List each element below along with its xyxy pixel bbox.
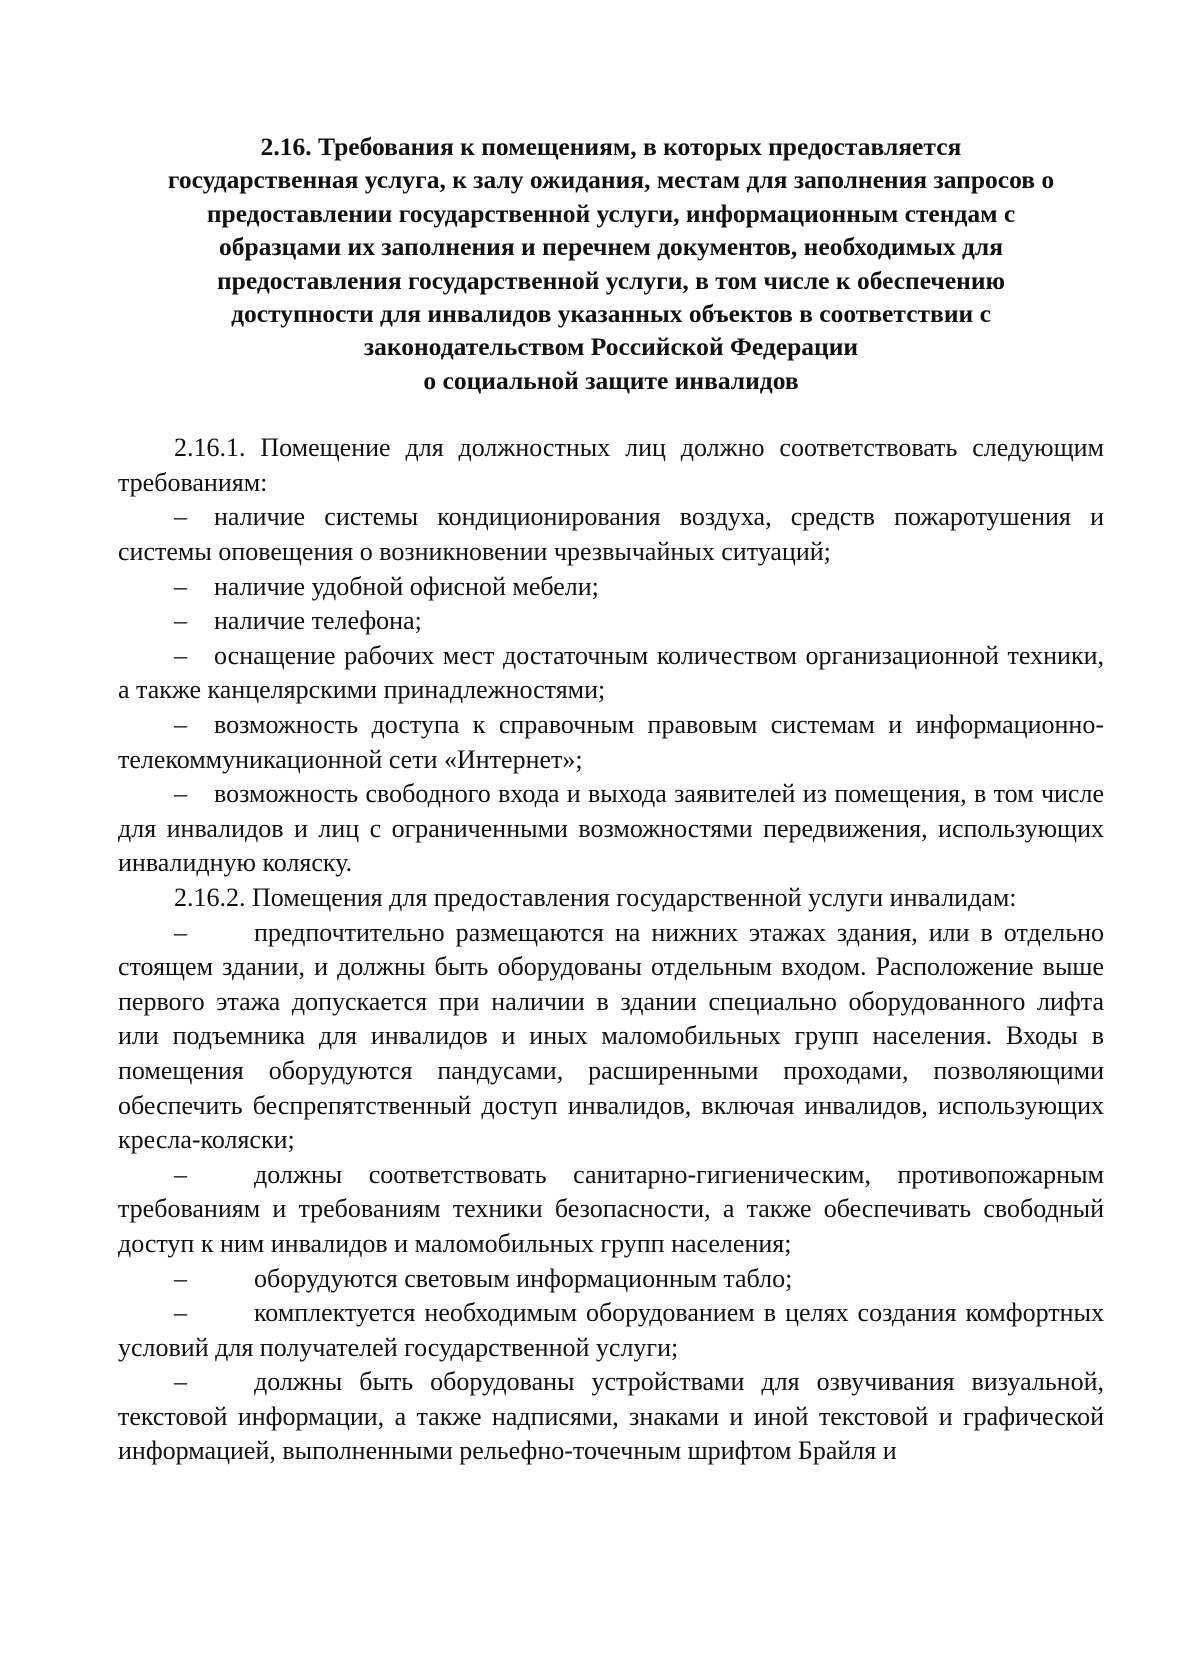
list-item-text: наличие телефона; [214, 606, 422, 636]
list-item [118, 708, 1104, 777]
paragraph-2-16-1: 2.16.1. Помещение для должностных лиц должно соответствовать следующим требованиям: [118, 433, 1104, 497]
dash-marker: – [174, 640, 187, 670]
dash-marker: – [174, 779, 187, 809]
dash-marker: – [174, 571, 187, 601]
list-item-text: должны быть оборудованы устройствами для озвучивания визуальной, текстовой информации, а также надписями, знаками и иной текстовой и графической информацией, выполненными рельефно-точечным шрифтом Брайля и [118, 1367, 1104, 1466]
paragraph-2-16-2: 2.16.2. Помещения для предоставления государственной услуги инвалидам: [174, 882, 1017, 912]
list-item-text: должны соответствовать санитарно-гигиеническим, противопожарным требованиям и требованиям техники безопасности, а также обеспечивать свободный доступ к ним инвалидов и маломобильных групп населения; [118, 1159, 1104, 1258]
heading-line: предоставления государственной услуги, в том числе к обеспечению [216, 265, 1006, 295]
heading-line: предоставлении государственной услуги, информационным стендам с [206, 198, 1016, 228]
list-item-text: наличие удобной офисной мебели; [214, 571, 599, 601]
list-item [118, 1365, 1104, 1469]
list-item-text: оснащение рабочих мест достаточным количеством организационной техники, а также канцелярскими принадлежностями; [118, 640, 1104, 705]
document-body [118, 431, 1104, 1469]
list-item-text: оборудуются световым информационным табло; [254, 1263, 793, 1293]
heading-line: государственная услуга, к залу ожидания, местам для заполнения запросов о [167, 165, 1055, 195]
dash-marker: – [174, 1159, 187, 1189]
heading-line: законодательством Российской Федерации [363, 332, 859, 362]
dash-marker: – [174, 710, 187, 739]
list-item [118, 604, 1104, 639]
list-item [118, 500, 1104, 569]
list-item [118, 1262, 1104, 1297]
list-item-text: возможность свободного входа и выхода заявителей из помещения, в том числе для инвалидов и лиц с ограниченными возможностями передвижения, использующих инвалидную коляску. [118, 779, 1104, 878]
list-item-text: возможность доступа к справочным правовым системам и информационно-телекоммуникационной сети «Интернет»; [118, 710, 1104, 774]
dash-marker: – [174, 1367, 187, 1397]
heading-line: о социальной защите инвалидов [423, 365, 799, 395]
list-item [118, 639, 1104, 708]
dash-marker: – [174, 1298, 187, 1328]
heading-line: доступности для инвалидов указанных объектов в соответствии с [231, 299, 991, 329]
document-page [118, 130, 1104, 1469]
list-item [118, 570, 1104, 605]
list-item-text: предпочтительно размещаются на нижних этажах здания, или в отдельно стоящем здании, и должны быть оборудованы отдельным входом. Расположение выше первого этажа допускается при наличии в здании специально оборудованного лифта или подъемника для инвалидов и иных маломобильных групп населения. Входы в помещения оборудуются пандусами, расширенными проходами, позволяющими обеспечить беспрепятственный доступ инвалидов, включая инвалидов, использующих кресла-коляски; [118, 917, 1104, 1155]
section-heading [118, 130, 1104, 397]
dash-marker: – [174, 917, 187, 947]
list-item [118, 1158, 1104, 1262]
list-item [118, 777, 1104, 881]
list-item-text: наличие системы кондиционирования воздуха, средств пожаротушения и системы оповещения о возникновении чрезвычайных ситуаций; [118, 502, 1104, 567]
heading-line: 2.16. Требования к помещениям, в которых предоставляется [260, 132, 962, 161]
dash-marker: – [174, 1263, 187, 1293]
list-item [118, 916, 1104, 1158]
heading-line: образцами их заполнения и перечнем документов, необходимых для [218, 232, 1004, 262]
dash-marker: – [174, 606, 187, 636]
list-item [118, 1296, 1104, 1365]
list-item-text: комплектуется необходимым оборудованием в целях создания комфортных условий для получателей государственной услуги; [118, 1298, 1104, 1362]
dash-marker: – [174, 502, 187, 532]
